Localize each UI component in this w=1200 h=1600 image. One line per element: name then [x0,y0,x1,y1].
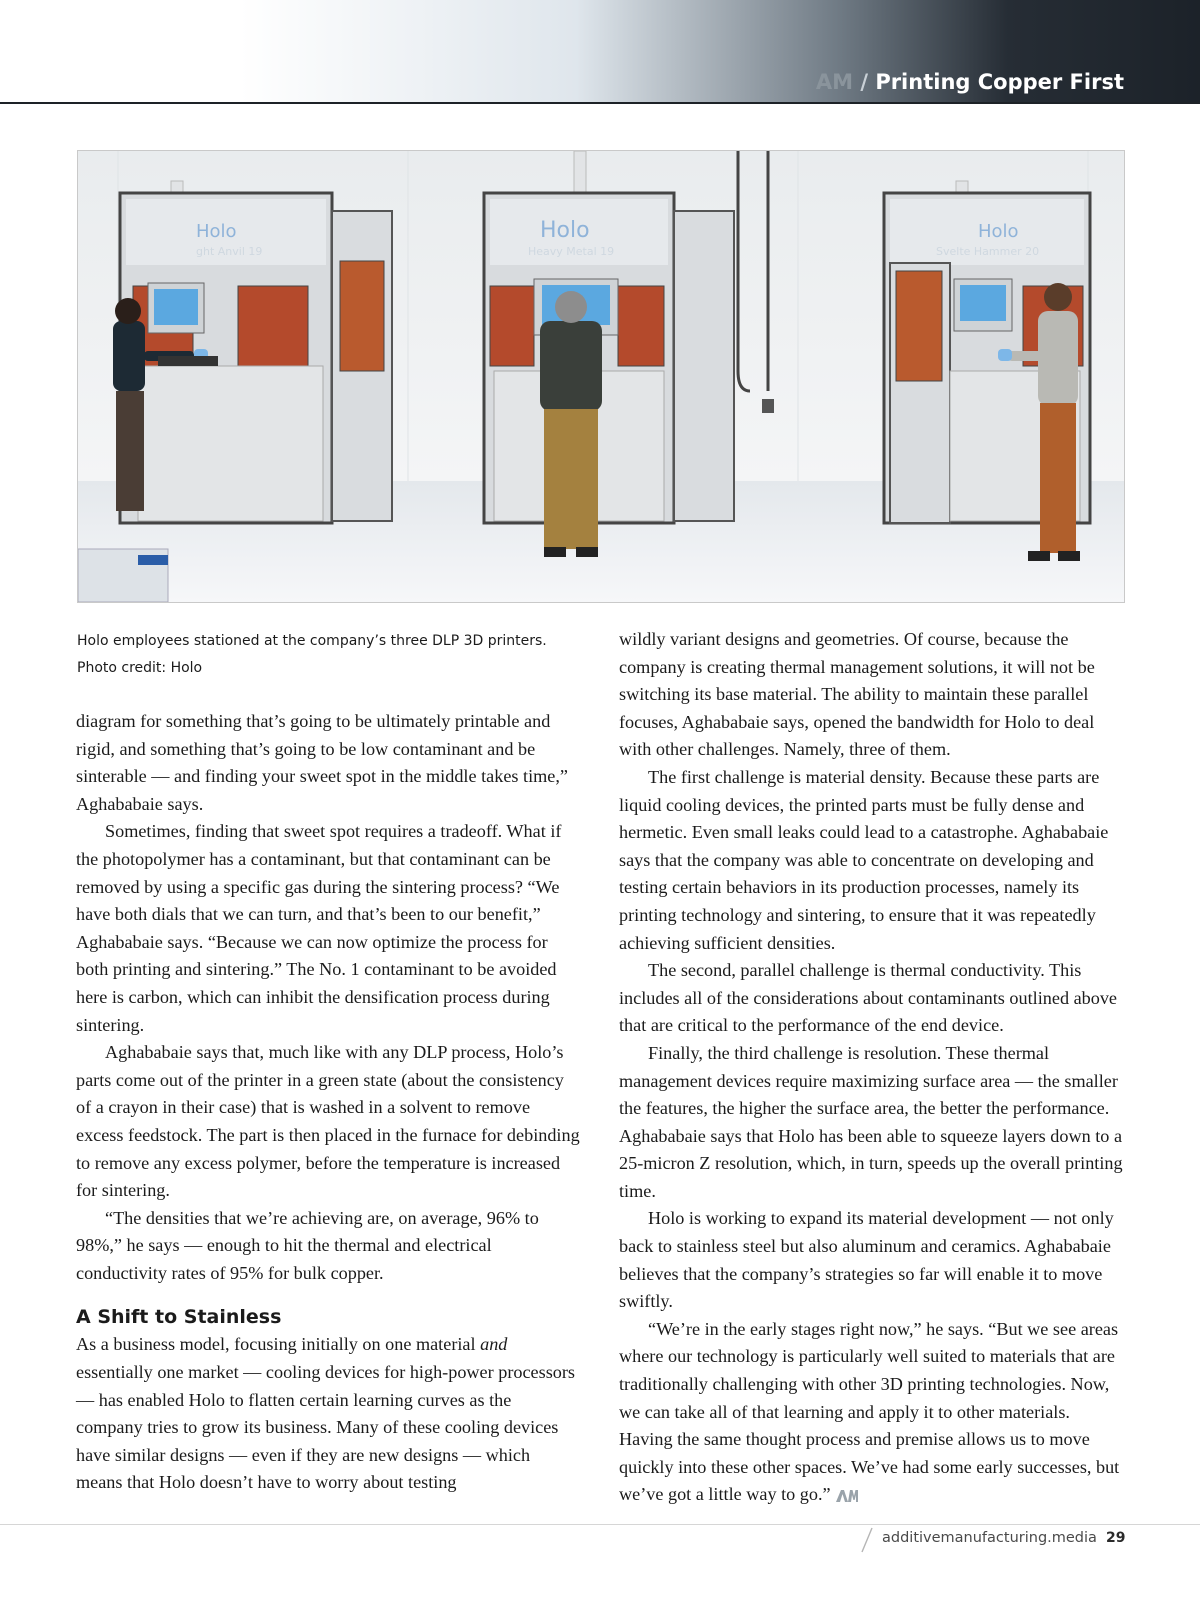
section-header [816,70,1124,94]
body-paragraph: The first challenge is material density. Because these parts are liquid cooling devices, the printed parts must be fully dense and hermetic. Even small leaks could lead to a catastrophe. Aghababaie says that the company was able to concentrate on developing and testing certain behaviors in its production processes, namely its printing technology and sintering, to ensure that it was repeatedly achieving sufficient densities. [619,766,1109,953]
body-paragraph: wildly variant designs and geometries. Of course, because the company is creating thermal management solutions, it will not be switching its base material. The ability to maintain these parallel focuses, Aghababaie says, opened the bandwidth for Holo to deal with other challenges. Namely, three of them. [619,629,1095,760]
printer-brand-label: Holo [978,221,1019,242]
body-paragraph: Finally, the third challenge is resolution. These thermal management devices require maximizing surface area — the smaller the features, the higher the surface area, the better the performance. Aghababaie says that Holo has been able to squeeze layers down to a 25-micron Z resolution, which, in turn, speeds up the overall printing time. [619,1042,1123,1201]
printer-brand-label: Holo [196,221,237,242]
body-paragraph: “The densities that we’re achieving are, on average, 96% to 98%,” he says — enough to hit the thermal and electrical conductivity rates of 95% for bulk copper. [76,1207,539,1283]
body-paragraph: Aghababaie says that, much like with any DLP process, Holo’s parts come out of the printer in a green state (about the consistency of a crayon in their case) that is washed in a solvent to remove excess feedstock. The part is then placed in the furnace for debinding to remove any excess polymer, before the temperature is increased for sintering. [76,1042,580,1201]
body-column-left [76,708,581,1497]
body-column-right [619,626,1124,1509]
emphasized-text: and [480,1334,508,1355]
body-paragraph: The second, parallel challenge is thermal conductivity. This includes all of the considerations about contaminants outlined above that are critical to the performance of the end device. [619,960,1118,1036]
header-rule [0,102,1200,104]
printer-brand-label: Holo [540,218,590,243]
article-photo [77,150,1125,603]
printer-model-label: Svelte Hammer 20 [936,245,1040,258]
footer-website: additivemanufacturing.media [882,1530,1097,1546]
article-running-title: Printing Copper First [875,70,1124,94]
header-separator: / [853,70,876,94]
text-run: “We’re in the early stages right now,” he says. “But we see areas where our technology is particularly well suited to materials that are traditionally challenging with other 3D printing technologies. Now, we can take all of that learning and apply it to other materials. Having the same thought process and premise allows us to move quickly into these other spaces. We’ve had some early successes, but we’ve got a little way to go.” [619,1318,1120,1505]
body-paragraph [76,1331,581,1497]
text-run: As a business model, focusing initially on one material [76,1334,481,1355]
printer-right [884,181,1090,561]
printer-model-label: ght Anvil 19 [196,245,263,258]
body-paragraph: diagram for something that’s going to be ultimately printable and rigid, and something that’s going to be low contaminant and be sinterable — and finding your sweet spot in the middle takes time,” Aghababaie says. [76,711,568,814]
text-run: essentially one market — cooling devices for high-power processors — has enabled Holo to flatten certain learning curves as the company tries to grow its business. Many of these cooling devices have similar designs — even if they are new designs — which means that Holo doesn’t have to worry about testing [76,1362,576,1493]
printer-model-label: Heavy Metal 19 [528,245,615,258]
section-tag: AM [815,70,854,94]
page-number: 29 [1106,1530,1126,1546]
footer-rule [0,1524,1200,1525]
lab-photo-illustration [78,151,1124,602]
printer-center [484,151,734,557]
body-paragraph [619,1316,1124,1509]
am-logo-endmark-icon [835,1489,859,1503]
body-paragraph: Sometimes, finding that sweet spot requires a tradeoff. What if the photopolymer has a contaminant, but that contaminant can be removed by using a specific gas during the sintering process? “We have both dials that we can turn, and that’s been to our benefit,” Aghababaie says. “Because we can now optimize the process for both printing and sintering.” The No. 1 contaminant to be avoided here is carbon, which can inhibit the densification process during sintering. [76,821,562,1035]
section-subhead: A Shift to Stainless [76,1306,282,1329]
footer-slash-icon [860,1526,874,1554]
body-paragraph: Holo is working to expand its material development — not only back to stainless steel but also aluminum and ceramics. Aghababaie believes that the company’s strategies so far will enable it to move swiftly. [619,1208,1114,1312]
printer-left [113,181,392,523]
photo-caption: Holo employees stationed at the company’s three DLP 3D printers. Photo credit: Holo [77,633,547,676]
